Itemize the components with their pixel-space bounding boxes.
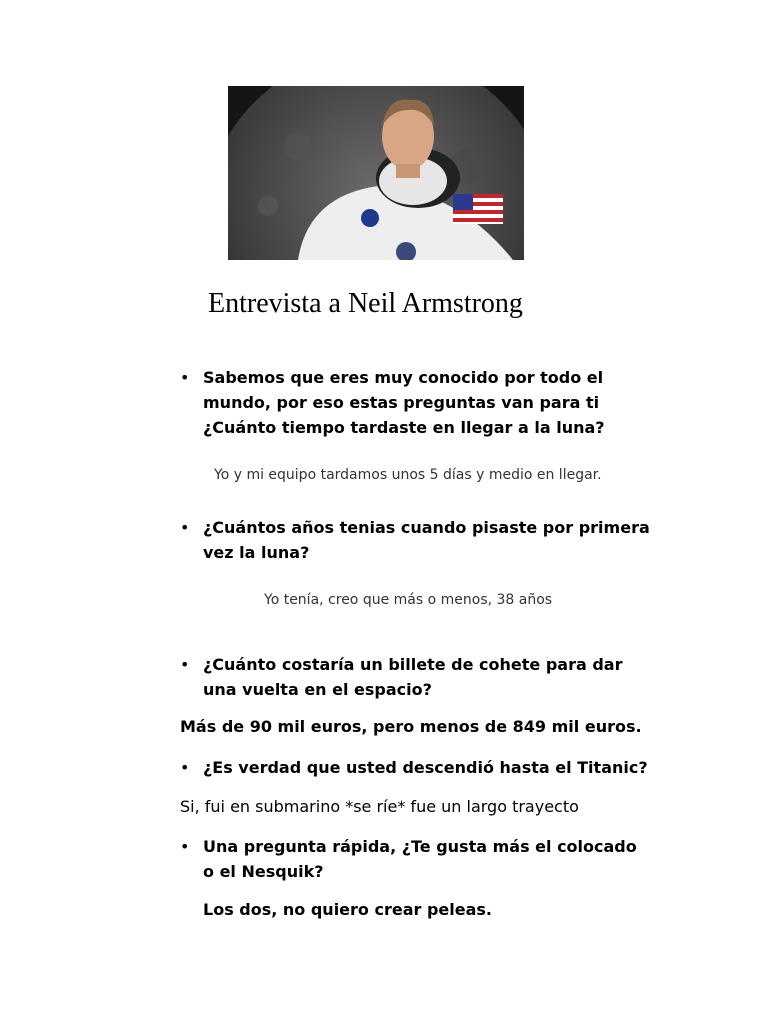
answer-4: Si, fui en submarino *se ríe* fue un largo trayecto: [180, 797, 579, 816]
question-4: ¿Es verdad que usted descendió hasta el Titanic?: [203, 758, 648, 777]
page-title: Entrevista a Neil Armstrong: [208, 288, 523, 319]
bullet-icon: •: [180, 837, 190, 856]
answer-2: Yo tenía, creo que más o menos, 38 años: [264, 592, 553, 608]
question-3: ¿Cuánto costaría un billete de cohete para dar una vuelta en el espacio?: [203, 655, 623, 699]
question-1: Sabemos que eres muy conocido por todo el mundo, por eso estas preguntas van para ti ¿Cuánto tiempo tardaste en llegar a la luna?: [203, 368, 605, 437]
answer-1: Yo y mi equipo tardamos unos 5 días y medio en llegar.: [214, 467, 602, 483]
astronaut-photo: [228, 86, 524, 260]
astronaut-photo-art: [228, 86, 524, 260]
bullet-icon: •: [180, 655, 190, 674]
bullet-icon: •: [180, 368, 190, 387]
bullet-icon: •: [180, 758, 190, 777]
bullet-icon: •: [180, 518, 190, 537]
question-2: ¿Cuántos años tenias cuando pisaste por primera vez la luna?: [203, 518, 650, 562]
question-5: Una pregunta rápida, ¿Te gusta más el colocado o el Nesquik?: [203, 837, 637, 881]
answer-5: Los dos, no quiero crear peleas.: [203, 900, 493, 919]
answer-3: Más de 90 mil euros, pero menos de 849 mil euros.: [180, 717, 642, 736]
